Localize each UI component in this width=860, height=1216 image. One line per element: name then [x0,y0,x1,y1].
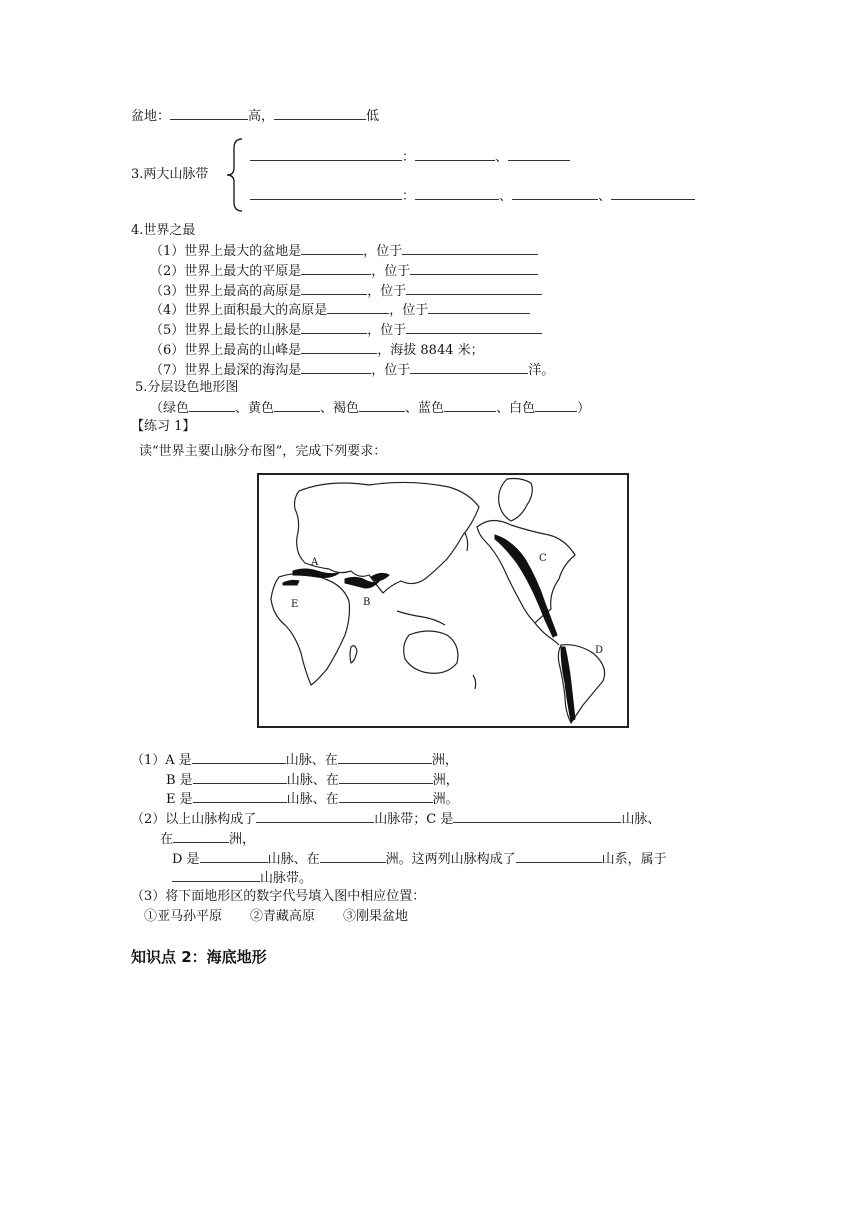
map-label-c: C [539,553,547,564]
yellow-blank[interactable] [274,398,320,412]
knowledge-point-heading: 知识点 2：海底地形 [131,948,267,966]
answer-blank[interactable] [327,300,389,314]
continent-e-blank[interactable] [339,789,433,803]
superlative-item-6: （6）世界上最高的山峰是 ，海拔 8844 米； [150,340,484,360]
continent-a-blank[interactable] [338,750,432,764]
layered-map-title: 5.分层设色地形图 [135,380,239,395]
mountain-b-blank[interactable] [193,770,287,784]
answer-blank[interactable] [301,241,363,255]
africa-outline [271,573,350,685]
belt2-blank-b[interactable] [512,186,598,200]
map-label-d: D [595,645,604,656]
q2-line-4: 山脉带。 [172,868,312,888]
superlative-item-4: （4）世界上面积最大的高原是 ，位于 [150,300,530,320]
exercise-prompt: 读“世界主要山脉分布图”，完成下列要求： [139,444,387,459]
belt1-sep: 、 [495,150,509,165]
madagascar-outline [350,646,357,663]
mountain-e-blank[interactable] [193,789,287,803]
superlative-item-7: （7）世界上最深的海沟是 ，位于 洋。 [150,360,554,380]
world-mountains-map [257,473,629,728]
belt1-blank-b[interactable] [508,147,570,161]
q1-line-e: E 是 山脉、在 洲。 [166,789,459,809]
mountain-c-blank[interactable] [453,809,621,823]
belt-line-1 [250,147,570,167]
location-blank[interactable] [410,360,528,374]
world-map-svg [259,475,627,726]
system-blank[interactable] [516,849,602,863]
answer-blank[interactable] [301,340,377,354]
q1-line-b: B 是 山脉、在 洲， [166,770,459,790]
greenland-outline [499,479,533,522]
continent-b-blank[interactable] [339,770,433,784]
belt2-colon: ： [402,189,416,204]
belt2-blank-c[interactable] [611,186,695,200]
blue-blank[interactable] [444,398,496,412]
belt2-sep-1: 、 [499,189,513,204]
location-blank[interactable] [428,300,530,314]
superlative-item-5: （5）世界上最长的山脉是 ，位于 [150,320,542,340]
mountain-belts-label: 3.两大山脉带 [131,167,209,182]
option-congo: ③刚果盆地 [343,909,409,924]
new-zealand-outline [473,675,476,689]
indonesia-outline [397,611,445,625]
q3-instruction: （3）将下面地形区的数字代号填入图中相应位置： [131,889,426,904]
atlas-range-mark [283,580,299,585]
superlative-item-2: （2）世界上最大的平原是 ，位于 [150,261,538,281]
answer-blank[interactable] [301,281,367,295]
belt2-sep-2: 、 [598,189,612,204]
answer-blank[interactable] [301,320,367,334]
belt2-blank-a[interactable] [415,186,499,200]
q2-line-1: （2）以上山脉构成了 山脉带；C 是 山脉、 [131,809,660,829]
belt2-name-blank[interactable] [250,186,402,200]
location-blank[interactable] [402,241,538,255]
belt-a-blank[interactable] [256,809,374,823]
superlative-item-1: （1）世界上最大的盆地是 ，位于 [150,241,538,261]
option-amazon: ①亚马孙平原 [144,909,223,924]
location-blank[interactable] [406,320,542,334]
white-blank[interactable] [535,398,577,412]
q2-line-2: 在 洲， [160,829,255,849]
belt1-name-blank[interactable] [250,147,402,161]
basin-high-text: 高， [248,109,275,124]
continent-d-blank[interactable] [320,849,386,863]
mountain-d-blank[interactable] [200,849,268,863]
map-label-b: B [363,597,371,608]
basin-low-text: 低 [366,109,380,124]
asia-range-mark [371,573,389,581]
brace-icon [226,138,244,212]
continent-c-blank[interactable] [173,829,229,843]
q2-line-3: D 是 山脉、在 洲。这两列山脉构成了 山系，属于 [172,849,667,869]
brown-blank[interactable] [359,398,405,412]
answer-blank[interactable] [301,261,371,275]
q3-options [144,908,408,926]
basin-prefix: 盆地： [131,109,171,124]
map-label-a: A [311,557,319,568]
belt-b-blank[interactable] [172,868,260,882]
mountain-a-blank[interactable] [192,750,286,764]
belt1-colon: ： [402,150,416,165]
option-tibet: ②青藏高原 [250,909,316,924]
basin-low-blank[interactable] [274,106,366,120]
answer-blank[interactable] [301,360,371,374]
location-blank[interactable] [410,261,538,275]
australia-outline [404,631,458,673]
japan-outline [465,533,468,551]
location-blank[interactable] [406,281,542,295]
exercise-title: 【练习 1】 [131,419,196,434]
superlatives-title: 4.世界之最 [131,223,196,238]
superlative-item-3: （3）世界上最高的高原是 ，位于 [150,281,542,301]
green-blank[interactable] [189,398,235,412]
basin-high-blank[interactable] [170,106,248,120]
q1-line-a: （1）A 是 山脉、在 洲， [131,750,458,770]
belt-line-2 [250,186,695,206]
rockies-range-mark [495,535,557,637]
layered-map-colors: （绿色 、黄色 、褐色 、蓝色 、白色 ） [150,398,590,418]
basin-line [131,106,379,126]
belt1-blank-a[interactable] [415,147,495,161]
map-label-e: E [291,599,299,610]
